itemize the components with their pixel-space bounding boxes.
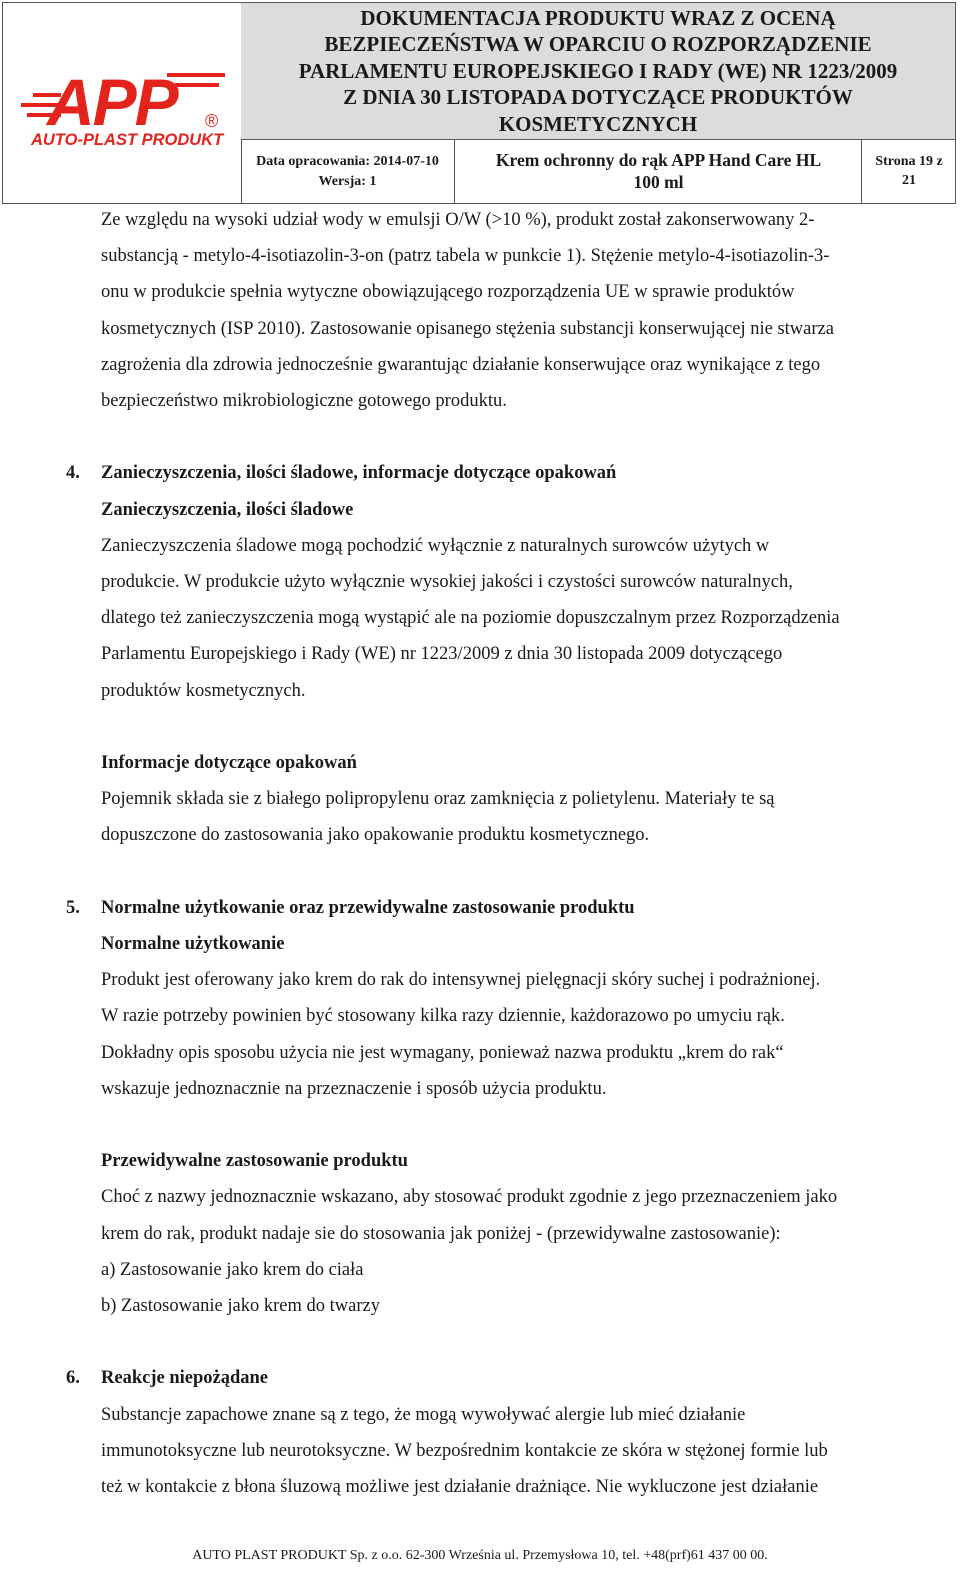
product-name-cell [456, 140, 862, 203]
text-line: Parlamentu Europejskiego i Rady (WE) nr 1223/2009 z dnia 30 listopada 2009 dotyczącego [101, 644, 783, 665]
list-item: a) Zastosowanie jako krem do ciała [101, 1259, 364, 1280]
logo-cell [3, 3, 242, 203]
text-line: krem do rak, produkt nadaje sie do stosowania jak poniżej - (przewidywalne zastosowanie): [101, 1223, 781, 1244]
text-line: Ze względu na wysoki udział wody w emulsji O/W (>10 %), produkt został zakonserwowany 2- [101, 210, 815, 230]
svg-text:APP: APP [47, 65, 177, 139]
document-title [248, 5, 948, 138]
subsection-heading: Przewidywalne zastosowanie produktu [101, 1151, 408, 1172]
subsection-heading: Zanieczyszczenia, ilości śladowe [101, 499, 354, 520]
text-line: Pojemnik składa sie z białego polipropylenu oraz zamknięcia z polietylenu. Materiały te są [101, 789, 775, 810]
text-line: dopuszczone do zastosowania jako opakowanie produktu kosmetycznego. [101, 825, 650, 846]
text-line: Produkt jest oferowany jako krem do rak do intensywnej pielęgnacji skóry suchej i podrażnionej. [101, 970, 821, 991]
text-line: dlatego też zanieczyszczenia mogą wystąpić ale na poziomie dopuszczalnym przez Rozporządzenia [101, 608, 840, 629]
paragraph [101, 528, 953, 709]
section-number: 4. [66, 463, 80, 484]
text-line: Zanieczyszczenia śladowe mogą pochodzić wyłącznie z naturalnych surowców użytych w [101, 535, 770, 556]
text-line: bezpieczeństwo mikrobiologiczne gotowego produktu. [101, 391, 507, 412]
text-line: też w kontakcie z błona śluzową możliwe jest działanie drażniące. Nie wykluczone jest działanie [101, 1477, 819, 1498]
subsection-heading: Normalne użytkowanie [101, 934, 285, 955]
section-title: Zanieczyszczenia, ilości śladowe, informacje dotyczące opakowań [101, 463, 617, 484]
text-line: produkcie. W produkcie użyto wyłącznie wysokiej jakości i czystości surowców naturalnych, [101, 572, 793, 593]
text-line: immunotoksyczne lub neurotoksyczne. W bezpośrednim kontakcie ze skóra w stężonej formie lub [101, 1440, 828, 1461]
title-line: BEZPIECZEŃSTWA W OPARCIU O ROZPORZĄDZENIE [324, 32, 872, 57]
paragraph [101, 1397, 953, 1506]
text-line: Substancje zapachowe znane są z tego, że mogą wywoływać alergie lub mieć działanie [101, 1404, 746, 1425]
paragraph [101, 1179, 953, 1324]
paragraph [101, 962, 953, 1107]
app-logo-icon [17, 63, 229, 153]
section-number: 6. [66, 1368, 80, 1389]
text-line: zagrożenia dla zdrowia jednocześnie gwarantując działanie konserwujące oraz wynikające z tego [101, 354, 821, 375]
title-line: Z DNIA 30 LISTOPADA DOTYCZĄCE PRODUKTÓW [343, 85, 853, 110]
section-title: Reakcje niepożądane [101, 1368, 268, 1389]
section-6-heading [66, 1360, 953, 1396]
list-item: b) Zastosowanie jako krem do twarzy [101, 1296, 380, 1317]
subsection-heading: Informacje dotyczące opakowań [101, 753, 357, 774]
page-number-cell [863, 140, 955, 203]
text-line: produktów kosmetycznych. [101, 680, 306, 701]
page-label: Strona 19 z [875, 154, 943, 169]
text-line: Choć z nazwy jednoznacznie wskazano, aby stosować produkt zgodnie z jego przeznaczeniem jako [101, 1187, 838, 1208]
text-line: wskazuje jednoznacznie na przeznaczenie i sposób użycia produktu. [101, 1078, 607, 1099]
text-line: Dokładny opis sposobu użycia nie jest wymagany, ponieważ nazwa produktu „krem do rak“ [101, 1042, 784, 1063]
section-5-heading [66, 890, 953, 926]
svg-text:AUTO-PLAST PRODUKT: AUTO-PLAST PRODUKT [31, 131, 224, 149]
text-line: kosmetycznych (ISP 2010). Zastosowanie opisanego stężenia substancji konserwującej nie stwarza [101, 318, 834, 339]
title-line: PARLAMENTU EUROPEJSKIEGO I RADY (WE) NR 1223/2009 [298, 58, 898, 83]
document-body [66, 202, 953, 1505]
date-version-cell [241, 140, 455, 203]
date-label: Data opracowania: 2014-07-10 [256, 154, 439, 169]
product-volume: 100 ml [633, 172, 684, 192]
paragraph [101, 781, 953, 853]
text-line: substancją - metylo-4-isotiazolin-3-on (patrz tabela w punkcie 1). Stężenie metylo-4-isotiazolin-3- [101, 246, 830, 267]
document-title-cell [241, 3, 955, 140]
page-footer: AUTO PLAST PRODUKT Sp. z o.o. 62-300 Września ul. Przemysłowa 10, tel. +48(prf)61 437 00 00. [192, 1548, 768, 1563]
section-number: 5. [66, 897, 80, 918]
document-header [2, 2, 956, 204]
version-label: Wersja: 1 [318, 174, 377, 189]
text-line: W razie potrzeby powinien być stosowany kilka razy dziennie, każdorazowo po umyciu rąk. [101, 1006, 785, 1027]
text-line: onu w produkcie spełnia wytyczne obowiązującego rozporządzenia UE w sprawie produktów [101, 282, 795, 303]
title-line: DOKUMENTACJA PRODUKTU WRAZ Z OCENĄ [360, 5, 836, 30]
page-total: 21 [902, 173, 916, 188]
section-4-heading [66, 455, 953, 491]
section-title: Normalne użytkowanie oraz przewidywalne zastosowanie produktu [101, 897, 635, 918]
title-line: KOSMETYCZNYCH [498, 111, 698, 136]
intro-paragraph [101, 202, 953, 419]
product-name: Krem ochronny do rąk APP Hand Care HL [495, 150, 822, 170]
svg-text:®: ® [205, 111, 219, 131]
